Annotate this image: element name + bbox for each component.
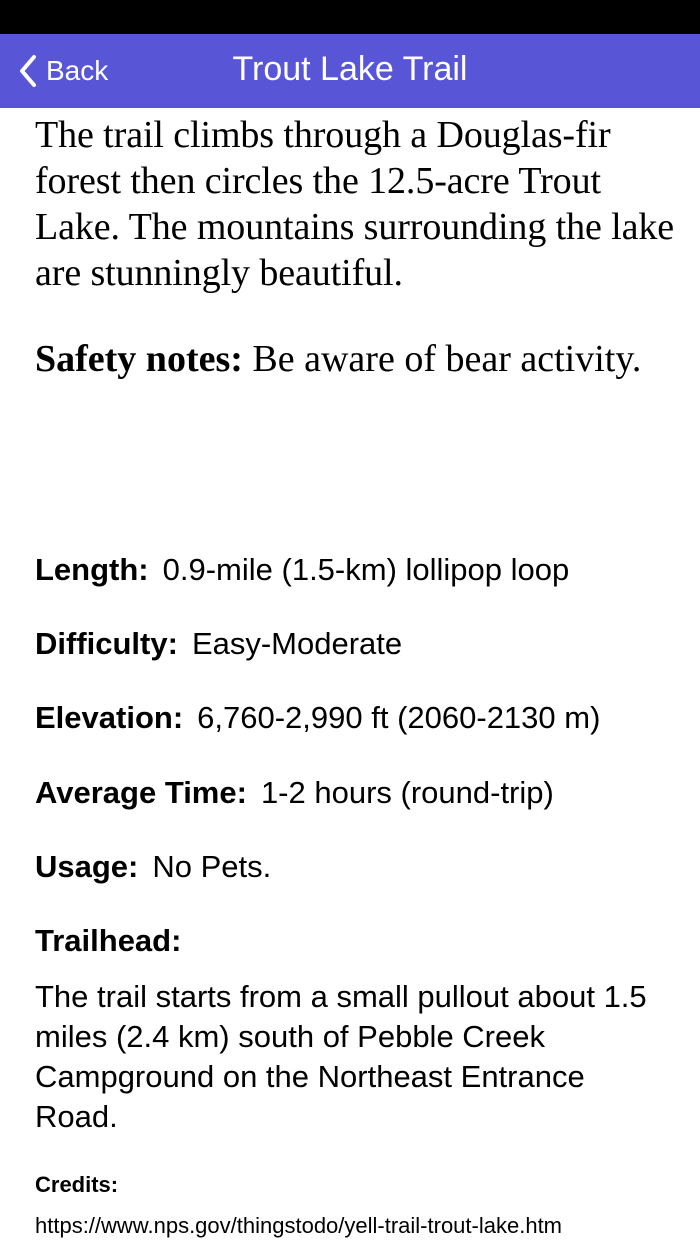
trailhead-row bbox=[35, 923, 181, 959]
trail-summary bbox=[35, 108, 675, 382]
elevation-row bbox=[35, 700, 600, 736]
usage-value: No Pets. bbox=[152, 849, 272, 884]
credits-link[interactable]: https://www.nps.gov/thingstodo/yell-trail-trout-lake.htm bbox=[35, 1213, 563, 1238]
elevation-label: Elevation: bbox=[35, 700, 184, 735]
difficulty-label: Difficulty: bbox=[35, 626, 178, 661]
page-title: Trout Lake Trail bbox=[232, 49, 468, 88]
safety-notes bbox=[35, 336, 675, 382]
average-time-label: Average Time: bbox=[35, 775, 247, 810]
length-row bbox=[35, 552, 569, 588]
safety-notes-text: Be aware of bear activity. bbox=[252, 338, 642, 380]
back-label: Back bbox=[46, 55, 109, 86]
status-bar bbox=[0, 0, 700, 34]
average-time-value: 1-2 hours (round-trip) bbox=[260, 775, 554, 810]
trailhead-label: Trailhead: bbox=[35, 923, 182, 958]
average-time-row bbox=[35, 775, 554, 811]
length-value: 0.9-mile (1.5-km) lollipop loop bbox=[162, 552, 570, 587]
trailhead-text: The trail starts from a small pullout about 1.5 miles (2.4 km) south of Pebble Creek Campground on the Northeast Entrance Road. bbox=[35, 979, 647, 1134]
usage-row bbox=[35, 849, 271, 885]
elevation-value: 6,760-2,990 ft (2060-2130 m) bbox=[197, 700, 601, 735]
credits-label: Credits: bbox=[35, 1172, 119, 1197]
length-label: Length: bbox=[35, 552, 149, 587]
trail-description: The trail climbs through a Douglas-fir forest then circles the 12.5-acre Trout Lake. The mountains surrounding the lake are stunningly beautiful. bbox=[35, 114, 675, 294]
difficulty-row bbox=[35, 626, 402, 662]
navigation-bar bbox=[0, 34, 700, 108]
usage-label: Usage: bbox=[35, 849, 139, 884]
difficulty-value: Easy-Moderate bbox=[191, 626, 403, 661]
safety-notes-label: Safety notes: bbox=[35, 338, 243, 380]
